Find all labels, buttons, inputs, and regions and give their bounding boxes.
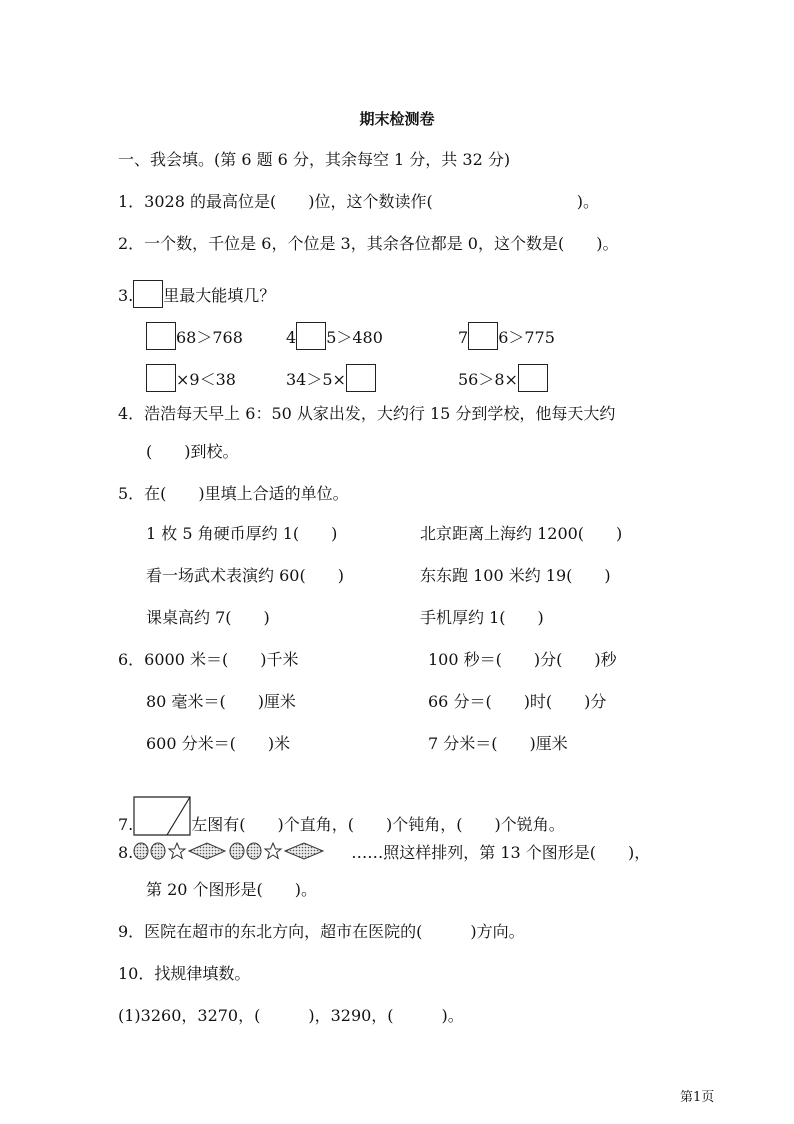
q5-item: 课桌高约 7( ) xyxy=(146,608,270,627)
star-shape xyxy=(169,843,185,859)
question-3-text: 里最大能填几？ xyxy=(163,286,276,305)
q3-item xyxy=(146,322,243,350)
answer-box[interactable] xyxy=(296,322,326,350)
question-7-text: 左图有( )个直角，( )个钝角，( )个锐角。 xyxy=(191,815,565,834)
answer-box[interactable] xyxy=(146,322,176,350)
q5-item: 北京距离上海约 1200( ) xyxy=(420,524,623,543)
question-1: 1．3028 的最高位是( )位，这个数读作( )。 xyxy=(118,192,599,211)
page-title: 期末检测卷 xyxy=(359,110,435,128)
q3-item xyxy=(286,364,376,392)
q3-expr: 7 xyxy=(458,328,469,347)
question-10-part-1: (1)3260，3270，( )，3290，( )。 xyxy=(118,1006,464,1025)
question-8-cont: 第 20 个图形是( )。 xyxy=(146,880,318,899)
section-heading: 一、我会填。(第 6 题 6 分，其余每空 1 分，共 32 分) xyxy=(118,150,511,169)
q5-item: 1 枚 5 角硬币厚约 1( ) xyxy=(146,524,338,543)
question-3-number: 3. xyxy=(118,286,134,305)
question-10: 10．找规律填数。 xyxy=(118,964,251,983)
q3-item xyxy=(458,322,555,350)
question-2: 2．一个数，千位是 6，个位是 3，其余各位都是 0，这个数是( )。 xyxy=(118,234,619,253)
oval-shape xyxy=(247,843,261,859)
q3-expr: 4 xyxy=(286,328,297,347)
question-7 xyxy=(118,796,565,836)
q6-item: 100 秒＝( )分( )秒 xyxy=(428,650,617,669)
question-6: 6．6000 米＝( )千米 xyxy=(118,650,299,669)
q3-expr: 56＞8× xyxy=(458,370,518,389)
question-4: 4．浩浩每天早上 6：50 从家出发，大约行 15 分到学校，他每天大约 xyxy=(118,404,616,423)
question-3 xyxy=(118,280,275,308)
shape-pattern xyxy=(133,840,351,862)
q3-item xyxy=(286,322,383,350)
question-9: 9．医院在超市的东北方向，超市在医院的( )方向。 xyxy=(118,922,525,941)
question-7-number: 7. xyxy=(118,815,134,834)
answer-box[interactable] xyxy=(346,364,376,392)
q6-item: 7 分米＝( )厘米 xyxy=(428,734,568,753)
question-5: 5．在( )里填上合适的单位。 xyxy=(118,484,349,503)
q6-item: 80 毫米＝( )厘米 xyxy=(146,692,296,711)
q6-item: 600 分米＝( )米 xyxy=(146,734,291,753)
q5-item: 手机厚约 1( ) xyxy=(420,608,544,627)
answer-box[interactable] xyxy=(133,280,163,308)
page-number: 第1页 xyxy=(680,1090,715,1105)
trapezoid-figure xyxy=(133,796,191,836)
q3-expr: 5＞480 xyxy=(326,328,383,347)
q3-expr: 6＞775 xyxy=(498,328,555,347)
q5-item: 东东跑 100 米约 19( ) xyxy=(420,566,611,585)
oval-shape xyxy=(151,843,165,859)
oval-shape xyxy=(134,843,148,859)
oval-shape xyxy=(230,843,244,859)
answer-box[interactable] xyxy=(146,364,176,392)
answer-box[interactable] xyxy=(518,364,548,392)
question-4-cont: ( )到校。 xyxy=(146,442,239,461)
question-8-number: 8. xyxy=(118,843,134,862)
diamond-shape xyxy=(285,843,323,859)
question-8-text: ……照这样排列，第 13 个图形是( )， xyxy=(351,843,651,862)
answer-box[interactable] xyxy=(468,322,498,350)
diamond-shape xyxy=(189,843,225,859)
question-8 xyxy=(118,840,650,863)
q3-item xyxy=(458,364,548,392)
q6-item: 66 分＝( )时( )分 xyxy=(428,692,607,711)
q3-item xyxy=(146,364,236,392)
q3-expr: ×9＜38 xyxy=(176,370,236,389)
q5-item: 看一场武术表演约 60( ) xyxy=(146,566,344,585)
star-shape xyxy=(265,843,281,859)
q3-expr: 68＞768 xyxy=(176,328,243,347)
q3-expr: 34＞5× xyxy=(286,370,346,389)
